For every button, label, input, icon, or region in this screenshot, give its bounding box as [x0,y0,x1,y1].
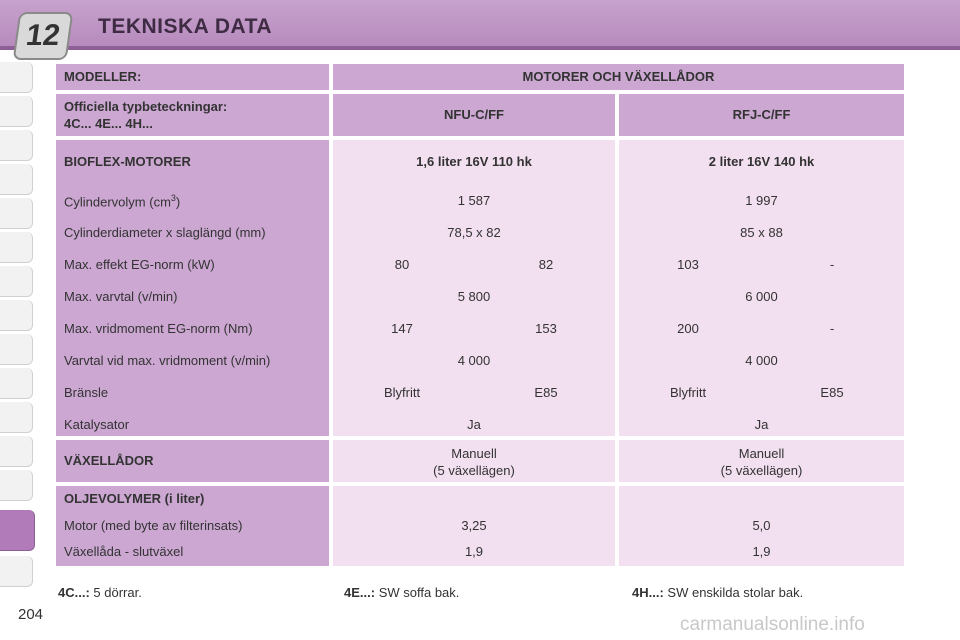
row-label: Varvtal vid max. vridmoment (v/min) [64,353,271,368]
row-label: Cylinderdiameter x slaglängd (mm) [64,225,266,240]
table-row [56,289,904,307]
table-row [56,353,904,371]
engine-block [56,140,904,436]
type-label [56,94,329,136]
chapter-number-badge [13,12,74,60]
table-row [56,321,904,339]
row-value-col1b: 153 [535,321,557,336]
row-value-col2a: 200 [677,321,699,336]
row-value-col1: 4 000 [457,353,491,368]
watermark: carmanualsonline.info [680,614,865,635]
row-value-col1a: Blyfritt [383,385,421,400]
row-label: Motor (med byte av filterinsats) [64,518,243,533]
row-value-col1: 5 800 [457,289,491,304]
row-value-col2a: 103 [677,257,699,272]
row-value-col2b: E85 [820,385,844,400]
type-col2: RFJ-C/FF [619,94,904,136]
chapter-tab[interactable] [0,198,33,229]
gearbox-col2-line2: (5 växellägen) [720,463,803,478]
row-value-col2: 1,9 [752,544,771,559]
table-row [56,518,904,536]
row-label: Max. vridmoment EG-norm (Nm) [64,321,253,336]
header-divider [0,46,960,50]
chapter-tab[interactable] [0,164,33,195]
engine-col1: 1,6 liter 16V 110 hk [416,154,532,169]
gearbox-col2 [619,440,904,482]
bioflex-row [56,154,904,172]
row-label: Cylindervolym $(cm^3)$ [64,193,181,210]
chapter-tab[interactable] [0,334,33,365]
row-value-col1: 1 587 [457,193,491,208]
chapter-tab[interactable] [0,368,33,399]
gearbox-label: VÄXELLÅDOR [56,440,329,482]
row-value-col2: 6 000 [745,289,778,304]
footnote-4e: 4E...: SW soffa bak. [344,585,460,600]
footnote-4h: 4H...: SW enskilda stolar bak. [632,585,804,600]
row-label: Max. varvtal (v/min) [64,289,178,304]
table-row [56,385,904,403]
row-value-col2: 1 997 [745,193,778,208]
bioflex-label: BIOFLEX-MOTORER [64,154,191,169]
row-value-col2: 85 x 88 [740,225,783,240]
row-label: Katalysator [64,417,130,432]
row-value-col1b: E85 [534,385,558,400]
footnote-4c: 4C...: 5 dörrar. [58,585,142,600]
row-value-col1a: 147 [391,321,413,336]
chapter-title: TEKNISKA DATA [98,15,273,38]
chapter-tabs [0,62,36,582]
chapter-tab-active[interactable] [0,510,35,551]
oil-title-row [56,491,904,509]
row-value-col1a: 80 [394,257,410,272]
engines-header: MOTORER OCH VÄXELLÅDOR [333,64,904,90]
row-value-col1: 3,25 [461,518,487,533]
row-label: Max. effekt EG-norm (kW) [64,257,215,272]
oil-label: OLJEVOLYMER (i liter) [64,491,205,506]
gearbox-col2-line1: Manuell [738,446,785,461]
table-row [56,257,904,275]
chapter-tab[interactable] [0,300,33,331]
table-row [56,193,904,211]
table-row [56,417,904,435]
row-value-col1: 1,9 [464,544,484,559]
gearbox-col1 [333,440,615,482]
row-value-col1b: 82 [538,257,554,272]
table-row [56,225,904,243]
engine-col2: 2 liter 16V 140 hk [708,154,815,169]
chapter-tab[interactable] [0,470,33,501]
chapter-tab[interactable] [0,556,33,587]
row-label: Bränsle [64,385,109,400]
chapter-tab[interactable] [0,402,33,433]
gearbox-col1-line2: (5 växellägen) [433,463,515,478]
row-value-col2b: - [829,321,835,336]
chapter-number: 12 [24,19,63,52]
row-value-col1: Ja [467,417,481,432]
type-label-line1: Officiella typbeteckningar: [64,99,228,114]
row-value-col2: 5,0 [752,518,771,533]
chapter-tab[interactable] [0,96,33,127]
models-label: MODELLER: [56,64,329,90]
table-row-gearbox [56,440,904,482]
oil-block [56,486,904,566]
row-value-col2: 4 000 [745,353,778,368]
type-label-line2: 4C... 4E... 4H... [64,116,153,131]
table-row [56,544,904,562]
row-label: Växellåda - slutväxel [64,544,184,559]
chapter-tab[interactable] [0,232,33,263]
table-row-types [56,94,904,136]
table-row-models [56,64,904,90]
gearbox-col1-line1: Manuell [451,446,497,461]
row-value-col2a: Blyfritt [669,385,707,400]
row-value-col2: Ja [754,417,769,432]
page-number: 204 [18,606,44,623]
row-value-col2b: - [829,257,835,272]
chapter-tab[interactable] [0,436,33,467]
type-col1: NFU-C/FF [333,94,615,136]
chapter-tab[interactable] [0,130,33,161]
chapter-tab[interactable] [0,62,33,93]
row-value-col1: 78,5 x 82 [447,225,501,240]
chapter-tab[interactable] [0,266,33,297]
